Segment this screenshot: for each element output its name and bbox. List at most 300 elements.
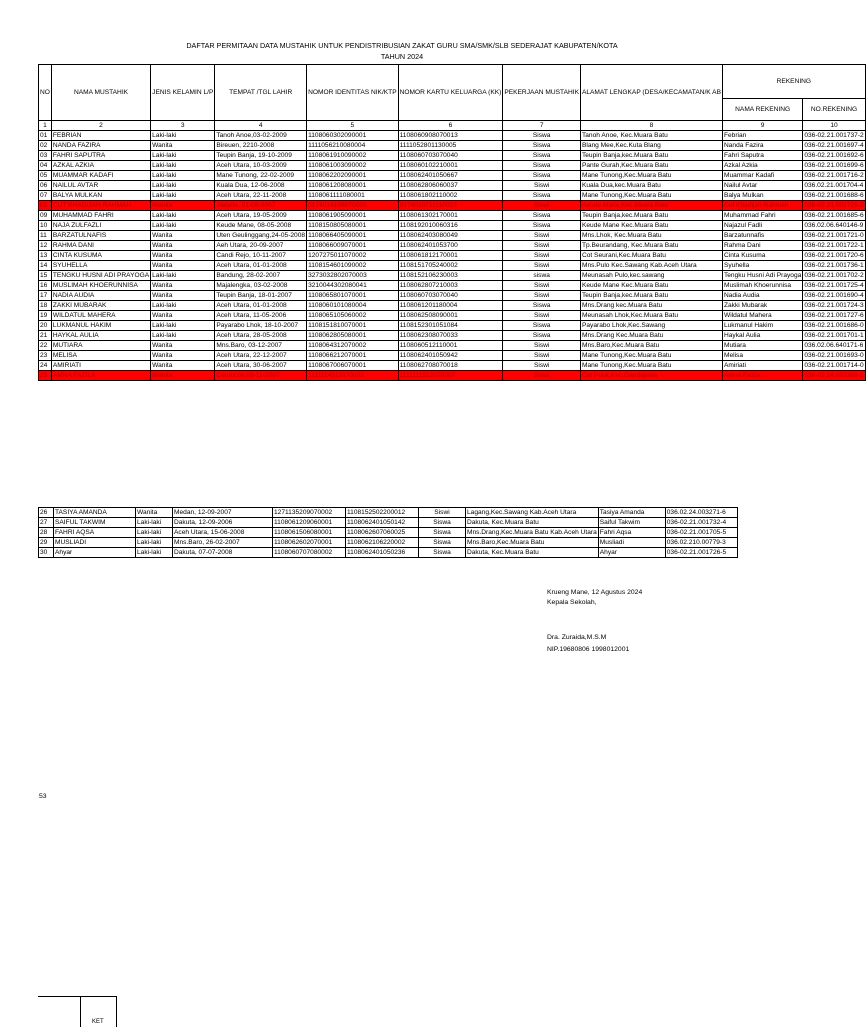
cell-kk: 1108060512110001 (398, 341, 503, 351)
cell-nama: FEBRIAN (51, 131, 150, 141)
cell-kk: 1108062401050142 (346, 518, 419, 528)
cell-no: 16 (39, 281, 52, 291)
column-number: 9 (722, 121, 802, 131)
cell-alamat: Payarabo Lhok,Kec.Sawang (580, 321, 722, 331)
cell-nama: BALYA MULKAN (51, 191, 150, 201)
cell-nama-rek: Wildatul Mahera (722, 311, 802, 321)
cell-jk: Wanita (151, 231, 215, 241)
cell-kk: 1108061201180004 (398, 301, 503, 311)
cell-no: 01 (39, 131, 52, 141)
cell-jk: Laki-laki (151, 131, 215, 141)
cell-nama-rek: Mutiara (722, 341, 802, 351)
cell-nama-rek: Cinta Kusuma (722, 251, 802, 261)
cell-no-rek: 036-02.21.001699-6 (804, 162, 864, 169)
cell-no: 06 (39, 181, 52, 191)
cell-jk: Laki-laki (151, 181, 215, 191)
cell-nik: 1108061506080001 (273, 528, 346, 538)
cell-nik: 3273032802070003 (307, 271, 399, 281)
table-row (39, 518, 738, 528)
table-row (39, 291, 866, 301)
cell-alamat: Mane Tunong,Kec.Muara Batu (580, 351, 722, 361)
cell-nama: RAHMA DANI (51, 241, 150, 251)
cell-no-rek: 036-02.21.001721-0 (804, 232, 864, 239)
cell-nik: 1108065801070001 (307, 291, 399, 301)
table-row (39, 351, 866, 361)
header-kk: NOMOR KARTU KELUARGA (KK) (398, 65, 503, 121)
cell-kk: 1108062401050942 (398, 351, 503, 361)
cell-no-rek: 036-02.21.001685-6 (804, 212, 864, 219)
cell-nama-rek: Tasiya Amanda (598, 508, 665, 518)
cell-nama: AMNA FAZILA (51, 371, 150, 381)
cell-nama-rek: Amna Fazila (722, 371, 802, 381)
header-no: NO (39, 65, 52, 121)
cell-kerja: Siswa (503, 221, 581, 231)
cell-no-rek: 036.02.06.640146-9 (804, 222, 864, 229)
table-row (39, 251, 866, 261)
cell-nama-rek: Zakki Mubarak (722, 301, 802, 311)
cell-kerja: Siswa (503, 131, 581, 141)
cell-nama: FAHRI AQSA (54, 528, 136, 538)
cell-nama: MUHAMMAD FAHRI (51, 211, 150, 221)
cell-no-rek: 036-02.21.001732-4 (665, 518, 737, 528)
header-nama: NAMA MUSTAHIK (51, 65, 150, 121)
cell-nik: 1108067006070001 (307, 361, 399, 371)
cell-kk: 1108062401050236 (346, 548, 419, 558)
cell-nama: SAIFUL TAKWIM (54, 518, 136, 528)
cell-ttl: Candi Rejo, 10-11-2007 (215, 251, 307, 261)
cell-jk: Wanita (151, 361, 215, 371)
header-nama-rekening: NAMA REKENING (722, 99, 802, 121)
ket-box (38, 996, 117, 1027)
cell-nama-rek: Muammar Kadafi (722, 171, 802, 181)
cell-no-rek: 036.02.24.003271-6 (665, 508, 737, 518)
cell-nama: MELISA (51, 351, 150, 361)
header-alamat: ALAMAT LENGKAP (DESA/KECAMATAN/K AB (580, 65, 722, 121)
cell-alamat: Mns.Drang Kec.Muara Batu (580, 331, 722, 341)
cell-no-rek: 036-02.21.001726-5 (665, 548, 737, 558)
table-row (39, 281, 866, 291)
cell-no: 20 (39, 321, 52, 331)
cell-nama-rek: Fahri Saputra (722, 151, 802, 161)
cell-no: 11 (39, 231, 52, 241)
cell-nik: 1108064312070002 (307, 341, 399, 351)
cell-jk: Laki-laki (151, 321, 215, 331)
cell-nik: 1108066212070001 (307, 351, 399, 361)
cell-ttl: Aceh Utara, 30-06-2007 (215, 361, 307, 371)
cell-kerja: Siswi (503, 341, 581, 351)
table-row (39, 191, 866, 201)
cell-nama: SYUHELLA (51, 261, 150, 271)
cell-no-rek: 036-02.21.001725-4 (804, 282, 864, 289)
cell-jk: Wanita (151, 351, 215, 361)
cell-ttl: Mns.Baro, 03-12-2007 (215, 341, 307, 351)
table-row (39, 161, 866, 171)
cell-nik: 1108061003090002 (307, 161, 399, 171)
signature-role: Kepala Sekolah, (547, 599, 597, 606)
header-pekerjaan: PEKERJAAN MUSTAHIK (503, 65, 581, 121)
cell-nama: NADIA AUDIA (51, 291, 150, 301)
cell-kk: 1108061812170001 (398, 251, 503, 261)
cell-nama: Ahyar (54, 548, 136, 558)
header-rekening: REKENING (722, 65, 865, 99)
cell-no: 15 (39, 271, 52, 281)
cell-no-rek: 036-02.21.001690-4 (804, 292, 864, 299)
cell-kk: 1111111512070007 (398, 371, 503, 381)
cell-nama-rek: Lukmanul Hakim (722, 321, 802, 331)
column-number: 4 (215, 121, 307, 131)
cell-alamat: Teupin Banja,kec.Muara Batu (580, 151, 722, 161)
table-row (39, 261, 866, 271)
cell-jk: Wanita (151, 281, 215, 291)
cell-jk: Laki-laki (151, 171, 215, 181)
cell-ttl: Mns.Baro, 26-02-2007 (173, 538, 273, 548)
cell-kerja: Siswi (419, 508, 466, 518)
cell-alamat: Mns.Baro,Kec.Muara Batu (580, 341, 722, 351)
cell-jk: Wanita (151, 311, 215, 321)
ket-divider (80, 997, 81, 1027)
cell-kerja: Siswa (419, 518, 466, 528)
cell-kk: 1108062308070033 (398, 331, 503, 341)
column-number: 6 (398, 121, 503, 131)
cell-alamat: Meunasah Lhok,Kec.Muara Batu (580, 311, 722, 321)
cell-no: 12 (39, 241, 52, 251)
cell-no: 08 (39, 201, 52, 211)
cell-no-rek: 036-02.21.001716-2 (804, 172, 864, 179)
cell-nik: 3210044302080041 (307, 281, 399, 291)
cell-alamat: Mns.Pulo Kec.Sawang Kab.Aceh Utara (580, 261, 722, 271)
cell-kerja: Siswa (419, 538, 466, 548)
cell-no: 18 (39, 301, 52, 311)
document-title (38, 40, 766, 62)
cell-jk: Laki-laki (136, 548, 173, 558)
cell-no: 21 (39, 331, 52, 341)
cell-alamat: Kuala Dua,kec.Muara Batu (580, 181, 722, 191)
header-ttl: TEMPAT /TGL LAHIR (215, 65, 307, 121)
cell-no-rek: 036-02.21.001720-6 (804, 252, 864, 259)
cell-nama: LUKMANUL HAKIM (51, 321, 150, 331)
cell-nama-rek: Balya Mulkan (722, 191, 802, 201)
column-number: 8 (580, 121, 722, 131)
table-row (39, 181, 866, 191)
cell-nama-rek: Muslimah Khoerunnisa (722, 281, 802, 291)
cell-no: 22 (39, 341, 52, 351)
table-row (39, 211, 866, 221)
cell-kk: 3174010711110023 (398, 201, 503, 211)
cell-kerja: Siswi (503, 241, 581, 251)
cell-nik: 1108151810070001 (307, 321, 399, 331)
cell-nama-rek: Nanda Fazira (722, 141, 802, 151)
cell-ttl: Medan, 12-09-2007 (173, 508, 273, 518)
page-number: 53 (39, 793, 47, 800)
cell-no-rek: 036-02.21.001705-5 (665, 528, 737, 538)
cell-ttl: Aeh Utara, 20-09-2007 (215, 241, 307, 251)
table-row (39, 241, 866, 251)
cell-nama-rek: Fahri Aqsa (598, 528, 665, 538)
cell-kerja: Siswi (503, 311, 581, 321)
cell-no: 13 (39, 251, 52, 261)
cell-ttl: Aceh Utara, 15-06-2008 (173, 528, 273, 538)
table-row (39, 311, 866, 321)
table-row (39, 171, 866, 181)
cell-nama-rek: Nadia Audia (722, 291, 802, 301)
column-number: 2 (51, 121, 150, 131)
cell-nama-rek: Amiriati (722, 361, 802, 371)
cell-ttl: Ceurucok,08-11-2007 (215, 371, 307, 381)
cell-jk: Laki-laki (151, 151, 215, 161)
cell-kerja: Siswa (503, 331, 581, 341)
cell-no-rek: 036-02.21.001697-4 (804, 142, 864, 149)
cell-no: 30 (39, 548, 54, 558)
signature-nip: NIP.19680806 1998012001 (547, 646, 630, 653)
cell-alamat: Keude Mane Kec.Muara Batu (580, 221, 722, 231)
cell-nik: 1108060302090001 (307, 131, 399, 141)
cell-jk: Wanita (151, 261, 215, 271)
title-line-2: TAHUN 2024 (380, 52, 424, 61)
cell-alamat: Meunasah Pulo,kec.sawang (580, 271, 722, 281)
cell-kerja: Siswa (503, 171, 581, 181)
cell-no-rek: 036-02.21.001736-1 (804, 262, 864, 269)
cell-no-rek: 036-02.21.001693-0 (804, 352, 864, 359)
table-row (39, 331, 866, 341)
cell-alamat: Cot Seurani,Kec.Muara Batu (580, 251, 722, 261)
cell-ttl: Aceh Utara, 22-11-2008 (215, 191, 307, 201)
cell-jk: Wanita (151, 141, 215, 151)
cell-alamat: Mns.Drang,Kec.Muara Batu Kab.Aceh Utara (467, 529, 597, 536)
column-number: 3 (151, 121, 215, 131)
cell-ttl: Payarabo Lhok, 18-10-2007 (215, 321, 307, 331)
cell-jk: Laki-laki (151, 161, 215, 171)
cell-nama-rek: Tengku Husni Adi Prayoga (723, 272, 802, 279)
cell-jk: Laki-laki (151, 221, 215, 231)
cell-kk: 1108062403080049 (398, 231, 503, 241)
cell-jk: Laki-laki (151, 301, 215, 311)
table-row (39, 141, 866, 151)
cell-nama: TENGKU HUSNI ADI PRAYOGA (52, 272, 150, 279)
cell-no-rek: 036-02.21.001737-2 (804, 132, 864, 139)
cell-alamat: Mns.Drang kec.Muara Batu (580, 301, 722, 311)
cell-kk: 1108151705240002 (398, 261, 503, 271)
cell-kk: 1108152502200012 (346, 508, 419, 518)
signature-name: Dra. Zuraida,M.S.M (547, 634, 607, 641)
cell-no: 05 (39, 171, 52, 181)
cell-kerja: Siswi (503, 201, 581, 211)
cell-no: 23 (39, 351, 52, 361)
cell-no: 29 (39, 538, 54, 548)
cell-no: 26 (39, 508, 54, 518)
cell-no: 17 (39, 291, 52, 301)
cell-kk: 1108060703070040 (398, 291, 503, 301)
cell-ttl: Dakuta, 07-07-2008 (173, 548, 273, 558)
cell-ttl: Kuala Dua, 12-06-2008 (215, 181, 307, 191)
cell-ttl: Dakuta, 12-09-2006 (173, 518, 273, 528)
cell-ttl: Aceh Utara, 22-12-2007 (215, 351, 307, 361)
cell-jk: Wanita (151, 201, 215, 211)
cell-no: 27 (39, 518, 54, 528)
cell-nik: 1108066009070001 (307, 241, 399, 251)
cell-nik: 1111056210080004 (307, 141, 399, 151)
mustahik-table (38, 64, 866, 381)
ket-label: KET (92, 1019, 104, 1025)
cell-kerja: Siswi (503, 181, 581, 191)
column-number-row (39, 121, 866, 131)
cell-ttl: Aceh Utara, 19-05-2009 (215, 211, 307, 221)
cell-kk: 1108062708070018 (398, 361, 503, 371)
cell-ttl: Aceh Utara, 11-05-2006 (215, 311, 307, 321)
cell-nik: 3174014108070001 (307, 201, 399, 211)
cell-kerja: Siswi (503, 371, 581, 381)
cell-alamat: Tanoh Anoe, Kec.Muara Batu (580, 131, 722, 141)
cell-no-rek: 036.02.06.640171-6 (804, 342, 864, 349)
cell-no-rek: 036-02.21.001692-6 (804, 152, 864, 159)
cell-kerja: Siswi (503, 261, 581, 271)
cell-no: 07 (39, 191, 52, 201)
cell-nama: BARZATULNAFIS (51, 231, 150, 241)
table-row (39, 508, 738, 518)
cell-jk: Wanita (151, 291, 215, 301)
cell-ttl: Bireuen, 2210-2008 (215, 141, 307, 151)
cell-ttl: Majalengka, 03-02-2008 (215, 281, 307, 291)
cell-nik: 1108062202090001 (307, 171, 399, 181)
cell-alamat: Mane Tunong,Kec.Muara Batu (580, 191, 722, 201)
cell-kk: 1108062607060025 (346, 528, 419, 538)
cell-kerja: Siswi (503, 251, 581, 261)
cell-kerja: Siswa (503, 161, 581, 171)
cell-no: 03 (39, 151, 52, 161)
cell-nama-rek: Azkal Azkia (722, 161, 802, 171)
cell-kerja: Siswi (503, 351, 581, 361)
cell-nama: WILDATUL MAHERA (51, 311, 150, 321)
cell-nama-rek: Haykal Aulia (722, 331, 802, 341)
cell-kerja: Siswi (503, 281, 581, 291)
column-number: 7 (503, 121, 581, 131)
table-row (39, 221, 866, 231)
cell-kerja: Siswa (503, 151, 581, 161)
cell-alamat: Mane Tunong,Kec.Muara Batu (580, 361, 722, 371)
table-row (39, 361, 866, 371)
cell-alamat: Cot Puuk,Kec.Gandapura (580, 371, 722, 381)
table-row (39, 321, 866, 331)
cell-alamat: Dakuta, Kec.Muara Batu (466, 548, 599, 558)
cell-no-rek: 036-02.21.001714-0 (804, 362, 864, 369)
cell-ttl: Teupin Banja, 19-10-2009 (215, 151, 307, 161)
cell-nik: 1108065105060002 (307, 311, 399, 321)
cell-no-rek: 036-02.21.001688-6 (804, 192, 864, 199)
cell-nik: 1108062602070001 (273, 538, 346, 548)
cell-ttl: Keude Mane, 08-05-2008 (215, 221, 307, 231)
cell-nama: MUTIARA (51, 341, 150, 351)
cell-kerja: Siswi (503, 361, 581, 371)
cell-kk: 1108192010060316 (398, 221, 503, 231)
cell-nama: TASIYA AMANDA (54, 508, 136, 518)
cell-nama-rek: Cut Khadijah Rahmah (722, 201, 802, 211)
cell-kk: 1108060102210001 (398, 161, 503, 171)
table-row (39, 231, 866, 241)
cell-kerja: Siswa (503, 211, 581, 221)
cell-nama-rek: Barzatunnafis (722, 231, 802, 241)
table-row (39, 528, 738, 538)
cell-ttl: Aceh Utara, 01-01-2008 (215, 301, 307, 311)
cell-alamat: Blang Mee,Kec.Kuta Blang (580, 141, 722, 151)
cell-nik: 1108061111080001 (307, 191, 399, 201)
cell-no: 25 (39, 371, 52, 381)
cell-ttl: Bandung, 28-02-2007 (215, 271, 307, 281)
cell-alamat: Lagang,Kec.Sawang Kab.Aceh Utara (466, 508, 599, 518)
cell-kk: 1108062401053700 (398, 241, 503, 251)
cell-jk: Wanita (151, 241, 215, 251)
cell-alamat: Pante Gurah,Kec.Muara Batu (580, 161, 722, 171)
cell-nama-rek: Musliadi (598, 538, 665, 548)
cell-nik: 1108150805080001 (307, 221, 399, 231)
cell-jk: Laki-laki (151, 331, 215, 341)
cell-nik: 1108061208080001 (307, 181, 399, 191)
cell-no: 28 (39, 528, 54, 538)
cell-kk: 1111052801130005 (398, 141, 503, 151)
cell-nik: 1108061209060001 (273, 518, 346, 528)
cell-nama: CINTA KUSUMA (51, 251, 150, 261)
cell-nik: 1108060101080004 (307, 301, 399, 311)
column-number: 1 (39, 121, 52, 131)
cell-no-rek: 036-02.21.001727-6 (804, 312, 864, 319)
cell-jk: Wanita (151, 371, 215, 381)
cell-no-rek: 036.02.210.00779-3 (665, 538, 737, 548)
cell-alamat: Mns.Baro,Kec.Muara Batu (466, 538, 599, 548)
cell-nama: NANDA FAZIRA (51, 141, 150, 151)
cell-kerja: Siswa (503, 191, 581, 201)
cell-nama: AZKAL AZKIA (51, 161, 150, 171)
cell-no: 10 (39, 221, 52, 231)
cell-nik: 1271135209070002 (273, 508, 346, 518)
cell-kk: 1108152301051084 (398, 321, 503, 331)
cell-no-rek: 036-02.21.001702-2 (804, 272, 864, 279)
cell-nik: 1108060707080002 (273, 548, 346, 558)
cell-nik: 1111114811070002 (307, 371, 399, 381)
table-row (39, 201, 866, 211)
cell-nama-rek: Febrian (722, 131, 802, 141)
cell-nama: FAHRI SAPUTRA (51, 151, 150, 161)
table-row (39, 341, 866, 351)
cell-kk: 1108152106230003 (398, 271, 503, 281)
cell-kk: 1108062106220002 (346, 538, 419, 548)
cell-kerja: siswa (503, 271, 581, 281)
cell-kk: 1108062401050667 (398, 171, 503, 181)
cell-nama: ZAKKI MUBARAK (51, 301, 150, 311)
cell-nama-rek: Ahyar (598, 548, 665, 558)
table-row (39, 538, 738, 548)
header-jenis-kelamin: JENIS KELAMIN L/P (151, 65, 215, 121)
cell-no: 24 (39, 361, 52, 371)
cell-nama-rek: Rahma Dani (722, 241, 802, 251)
table-row (39, 151, 866, 161)
cell-ttl: Jakarta, 01-08-2007 (215, 201, 307, 211)
cell-jk: Laki-laki (136, 518, 173, 528)
cell-kerja: Siswa (503, 301, 581, 311)
header-nik: NOMOR IDENTITAS NIK/KTP (307, 65, 399, 121)
cell-nama-rek: Melisa (722, 351, 802, 361)
header-no-rekening: NO.REKENING (803, 99, 865, 121)
cell-jk: Wanita (136, 508, 173, 518)
cell-alamat: Keude Mane Kec.Muara Batu (580, 281, 722, 291)
cell-kk: 1108061302170001 (398, 211, 503, 221)
cell-nama: MUSLIMAH KHOERUNNISA (51, 281, 150, 291)
cell-alamat: Mane Tunong,Kec.Muara Batu (580, 171, 722, 181)
cell-jk: Laki-laki (151, 191, 215, 201)
cell-ttl: Uten Geulinggang,24-05-2008 (216, 232, 306, 239)
cell-no-rek: 036-02.24.003268-1 (804, 372, 864, 379)
cell-nik: 1108062805080001 (307, 331, 399, 341)
cell-alamat: Teupin Banja,kec.Muara Batu (580, 211, 722, 221)
cell-alamat: Keude Mane,Kec.Muara Batu (580, 201, 722, 211)
cell-kerja: Siswi (503, 291, 581, 301)
